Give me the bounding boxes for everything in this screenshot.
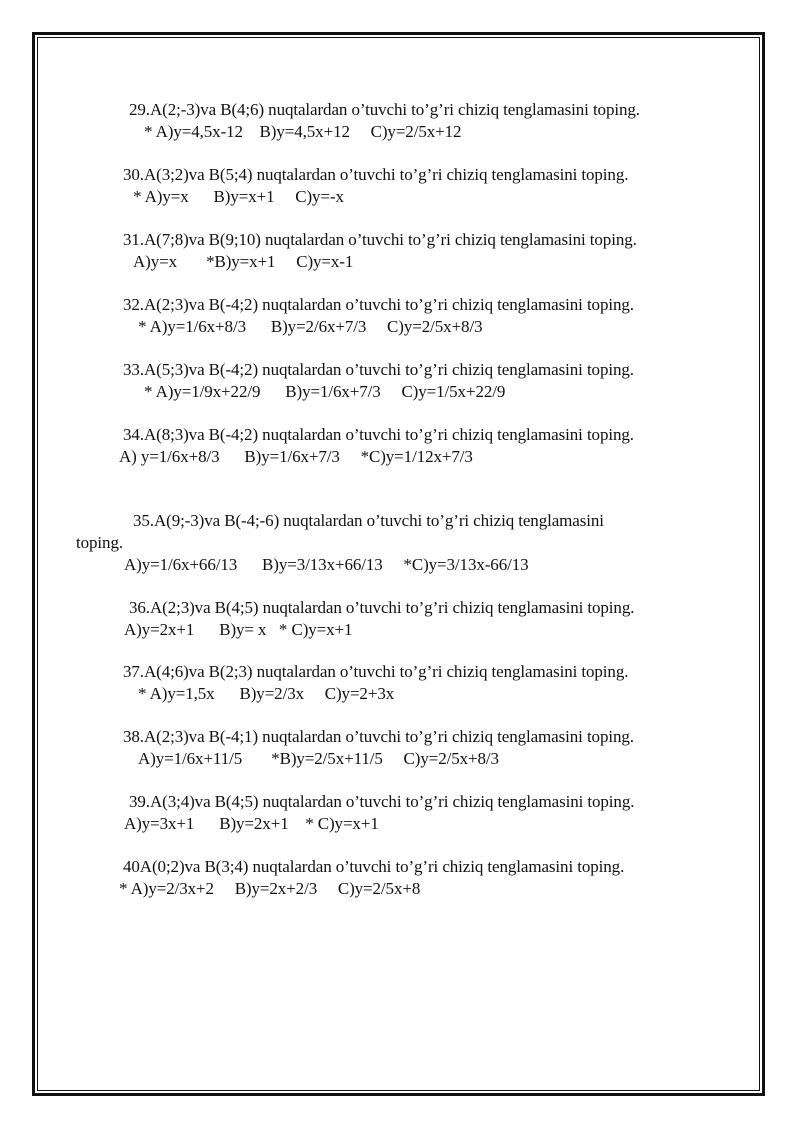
question-text: 33.A(5;3)va B(-4;2) nuqtalardan o’tuvchi to’g’ri chiziq tenglamasini toping. [123, 360, 634, 379]
answer-options: A) y=1/6x+8/3 B)y=1/6x+7/3 *C)y=1/12x+7/3 [119, 447, 473, 466]
answer-options: * A)y=1/9x+22/9 B)y=1/6x+7/3 C)y=1/5x+22/9 [144, 382, 506, 401]
question-text: 37.A(4;6)va B(2;3) nuqtalardan o’tuvchi to’g’ri chiziq tenglamasini toping. [123, 662, 629, 681]
question-text: 30.A(3;2)va B(5;4) nuqtalardan o’tuvchi to’g’ri chiziq tenglamasini toping. [123, 165, 629, 184]
question-text: 29.A(2;-3)va B(4;6) nuqtalardan o’tuvchi to’g’ri chiziq tenglamasini toping. [129, 100, 640, 119]
question-text: 39.A(3;4)va B(4;5) nuqtalardan o’tuvchi to’g’ri chiziq tenglamasini toping. [129, 792, 635, 811]
answer-options: * A)y=1/6x+8/3 B)y=2/6x+7/3 C)y=2/5x+8/3 [138, 317, 483, 336]
question-text: 38.A(2;3)va B(-4;1) nuqtalardan o’tuvchi to’g’ri chiziq tenglamasini toping. [123, 727, 634, 746]
answer-options: A)y=3x+1 B)y=2x+1 * C)y=x+1 [124, 814, 379, 833]
answer-options: * A)y=1,5x B)y=2/3x C)y=2+3x [138, 684, 395, 703]
question-text: 32.A(2;3)va B(-4;2) nuqtalardan o’tuvchi to’g’ri chiziq tenglamasini toping. [123, 295, 634, 314]
question-text-continued: toping. [76, 533, 123, 552]
answer-options: A)y=1/6x+11/5 *B)y=2/5x+11/5 C)y=2/5x+8/3 [138, 749, 499, 768]
answer-options: A)y=x *B)y=x+1 C)y=x-1 [133, 252, 354, 271]
question-text: 40A(0;2)va B(3;4) nuqtalardan o’tuvchi to’g’ri chiziq tenglamasini toping. [123, 857, 625, 876]
answer-options: * A)y=2/3x+2 B)y=2x+2/3 C)y=2/5x+8 [119, 879, 421, 898]
answer-options: * A)y=4,5x-12 B)y=4,5x+12 C)y=2/5x+12 [144, 122, 462, 141]
answer-options: * A)y=x B)y=x+1 C)y=-x [133, 187, 344, 206]
answer-options: A)y=1/6x+66/13 B)y=3/13x+66/13 *C)y=3/13x-66/13 [124, 555, 529, 574]
question-text: 36.A(2;3)va B(4;5) nuqtalardan o’tuvchi to’g’ri chiziq tenglamasini toping. [129, 598, 635, 617]
answer-options: A)y=2x+1 B)y= x * C)y=x+1 [124, 620, 353, 639]
question-text: 35.A(9;-3)va B(-4;-6) nuqtalardan o’tuvchi to’g’ri chiziq tenglamasini [133, 511, 604, 530]
question-text: 34.A(8;3)va B(-4;2) nuqtalardan o’tuvchi to’g’ri chiziq tenglamasini toping. [123, 425, 634, 444]
question-text: 31.A(7;8)va B(9;10) nuqtalardan o’tuvchi to’g’ri chiziq tenglamasini toping. [123, 230, 637, 249]
